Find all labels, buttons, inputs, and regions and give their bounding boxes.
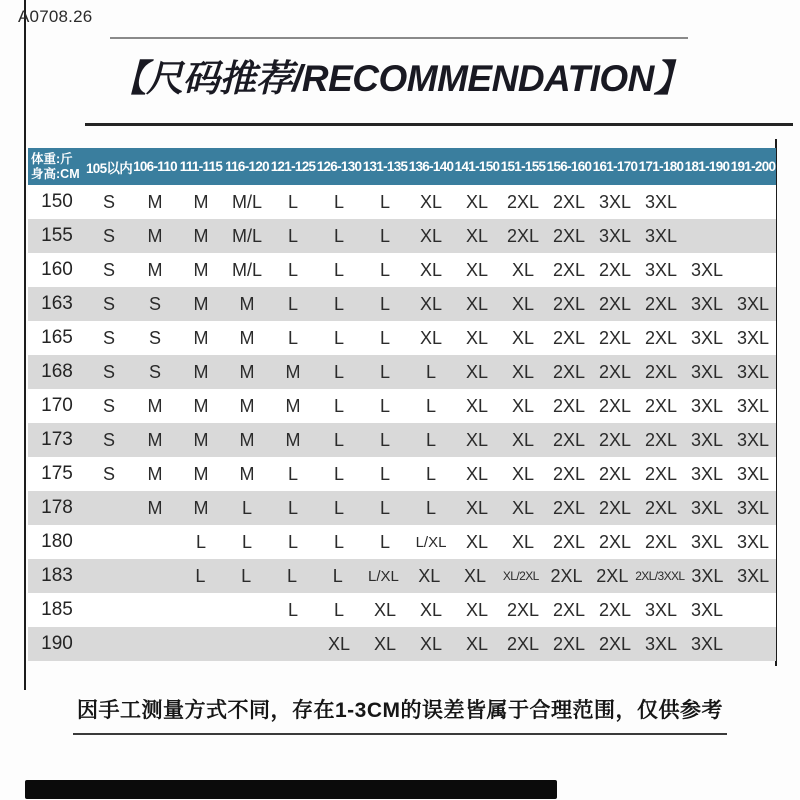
table-row — [28, 389, 776, 423]
size-cell: 2XL — [644, 293, 678, 314]
size-cell: XL — [465, 191, 489, 212]
size-cell: 2XL — [598, 531, 632, 552]
height-cell: 185 — [41, 599, 73, 620]
height-cell: 173 — [41, 429, 73, 450]
size-cell: 2XL — [598, 463, 632, 484]
size-cell: XL — [465, 259, 489, 280]
size-cell: 2XL — [552, 633, 586, 654]
size-cell: XL — [418, 565, 441, 586]
size-cell: 3XL — [644, 633, 678, 654]
size-cell: M — [239, 395, 255, 416]
size-cell: M — [147, 259, 163, 280]
size-cell: 2XL — [552, 395, 586, 416]
size-cell: 2XL/3XXL — [635, 569, 685, 583]
size-cell: L — [333, 497, 344, 518]
size-cell: M/L — [231, 191, 262, 212]
size-cell: 2XL — [598, 633, 632, 654]
size-cell: S — [102, 361, 115, 382]
size-cell: L — [287, 497, 298, 518]
size-cell: 3XL — [736, 395, 770, 416]
size-cell: 2XL — [552, 191, 586, 212]
size-cell: 3XL — [691, 565, 724, 586]
table-row — [28, 321, 776, 355]
size-cell: M/L — [231, 259, 262, 280]
size-cell: 2XL — [552, 497, 586, 518]
size-cell: 3XL — [737, 565, 770, 586]
size-cell: XL — [465, 327, 489, 348]
size-cell: S — [102, 259, 115, 280]
size-cell: L — [379, 361, 390, 382]
size-cell: L — [195, 565, 206, 586]
size-cell: L — [333, 259, 344, 280]
size-cell: M — [239, 293, 255, 314]
size-cell: 2XL — [598, 361, 632, 382]
size-cell: S — [148, 293, 161, 314]
size-cell: L — [379, 531, 390, 552]
size-cell: XL — [464, 565, 487, 586]
size-cell: L/XL — [415, 533, 447, 551]
size-cell: M — [193, 395, 209, 416]
size-cell: M — [193, 361, 209, 382]
size-cell: M/L — [231, 225, 262, 246]
size-cell: 2XL — [598, 497, 632, 518]
size-cell: 2XL — [644, 361, 678, 382]
size-cell: 2XL — [644, 463, 678, 484]
weight-column-header-10: 156-160 — [546, 159, 592, 174]
size-cell: M — [285, 395, 301, 416]
weight-column-header-14: 191-200 — [730, 159, 776, 174]
size-cell: L — [379, 191, 390, 212]
size-cell: L — [425, 463, 436, 484]
corner-header: 体重:斤 身高:CM — [31, 151, 80, 181]
size-cell: M — [193, 429, 209, 450]
size-cell: L — [379, 429, 390, 450]
size-cell: XL — [465, 429, 489, 450]
size-cell: L — [379, 225, 390, 246]
size-cell: 3XL — [598, 191, 632, 212]
size-cell: 2XL — [506, 191, 540, 212]
size-cell: XL — [419, 633, 443, 654]
table-row — [28, 457, 776, 491]
height-cell: 155 — [41, 225, 73, 246]
size-cell: 2XL — [552, 531, 586, 552]
size-cell: 2XL — [598, 599, 632, 620]
size-cell: L — [333, 531, 344, 552]
size-cell: S — [148, 327, 161, 348]
size-cell: L — [333, 225, 344, 246]
top-rule-line — [110, 37, 688, 39]
size-cell: L — [287, 327, 298, 348]
size-cell: 3XL — [690, 599, 724, 620]
height-cell: 163 — [41, 293, 73, 314]
size-cell: M — [193, 463, 209, 484]
size-cell: XL — [511, 463, 535, 484]
size-cell: 3XL — [690, 259, 724, 280]
weight-column-header-7: 136-140 — [408, 159, 454, 174]
size-cell: 3XL — [736, 531, 770, 552]
size-cell: XL — [511, 327, 535, 348]
size-cell: 3XL — [736, 293, 770, 314]
size-cell: 3XL — [598, 225, 632, 246]
size-cell: L — [425, 395, 436, 416]
size-cell: L — [333, 429, 344, 450]
size-cell: 3XL — [690, 497, 724, 518]
size-cell: L — [333, 395, 344, 416]
size-cell: 3XL — [736, 327, 770, 348]
size-cell: S — [102, 395, 115, 416]
size-cell: XL — [419, 225, 443, 246]
size-cell: S — [102, 225, 115, 246]
size-cell: 2XL — [550, 565, 583, 586]
weight-column-header-2: 111-115 — [179, 159, 223, 174]
size-cell: 2XL — [644, 327, 678, 348]
size-cell: L — [241, 531, 252, 552]
height-cell: 180 — [41, 531, 73, 552]
size-cell: 2XL — [598, 429, 632, 450]
height-cell: 175 — [41, 463, 73, 484]
size-cell: 2XL — [552, 599, 586, 620]
size-cell: XL — [327, 633, 351, 654]
size-cell: L — [195, 531, 206, 552]
size-cell: XL — [465, 361, 489, 382]
size-cell: XL — [511, 259, 535, 280]
size-cell: XL — [511, 395, 535, 416]
height-cell: 183 — [41, 565, 73, 586]
size-cell: 2XL — [506, 225, 540, 246]
size-cell: M — [147, 225, 163, 246]
size-cell: M — [239, 463, 255, 484]
size-cell: L — [333, 361, 344, 382]
size-cell: M — [285, 361, 301, 382]
size-cell: 3XL — [736, 463, 770, 484]
size-cell: 2XL — [506, 599, 540, 620]
height-cell: 170 — [41, 395, 73, 416]
height-cell: 178 — [41, 497, 73, 518]
size-cell: 3XL — [690, 293, 724, 314]
size-cell: 3XL — [690, 395, 724, 416]
weight-column-header-6: 131-135 — [362, 159, 408, 174]
size-cell: L — [332, 565, 343, 586]
table-row — [28, 253, 776, 287]
size-cell: L — [379, 327, 390, 348]
size-cell: S — [102, 429, 115, 450]
size-cell: 2XL — [644, 497, 678, 518]
size-cell: L/XL — [368, 567, 399, 585]
size-cell: 3XL — [690, 429, 724, 450]
size-cell: L — [333, 293, 344, 314]
height-cell: 160 — [41, 259, 73, 280]
size-cell: XL — [419, 259, 443, 280]
size-cell: XL — [419, 293, 443, 314]
size-cell: S — [148, 361, 161, 382]
size-cell: L — [287, 191, 298, 212]
size-cell: S — [102, 293, 115, 314]
size-cell: L — [287, 531, 298, 552]
table-row — [28, 219, 776, 253]
size-cell: XL — [511, 293, 535, 314]
table-row — [28, 491, 776, 525]
height-cell: 150 — [41, 191, 73, 212]
size-cell: L — [379, 497, 390, 518]
table-row — [28, 423, 776, 457]
table-row — [28, 287, 776, 321]
size-cell: M — [147, 429, 163, 450]
size-cell: S — [102, 327, 115, 348]
height-cell: 168 — [41, 361, 73, 382]
size-cell: 3XL — [736, 429, 770, 450]
weight-column-header-9: 151-155 — [500, 159, 546, 174]
size-cell: 3XL — [690, 633, 724, 654]
product-code: A0708.26 — [18, 7, 93, 26]
size-cell: XL — [373, 599, 397, 620]
size-cell: 2XL — [552, 259, 586, 280]
size-cell: L — [287, 463, 298, 484]
size-cell: M — [193, 259, 209, 280]
weight-column-header-3: 116-120 — [225, 159, 269, 174]
page-title: 【尺码推荐/RECOMMENDATION】 — [109, 58, 691, 99]
height-cell: 190 — [41, 633, 73, 654]
size-cell: 3XL — [690, 463, 724, 484]
size-cell: 2XL — [598, 293, 632, 314]
table-row — [28, 593, 776, 627]
size-cell: L — [287, 293, 298, 314]
weight-column-header-8: 141-150 — [454, 159, 500, 174]
weight-column-header-11: 161-170 — [592, 159, 638, 174]
size-cell: XL — [419, 327, 443, 348]
size-cell: M — [193, 191, 209, 212]
size-cell: XL — [511, 361, 535, 382]
table-row — [28, 559, 776, 593]
size-cell: XL — [511, 497, 535, 518]
size-cell: L — [241, 565, 252, 586]
size-cell: XL/2XL — [502, 569, 539, 583]
size-cell: L — [379, 395, 390, 416]
size-cell: 2XL — [552, 429, 586, 450]
weight-column-header-5: 126-130 — [316, 159, 362, 174]
size-cell: XL — [419, 599, 443, 620]
size-cell: S — [102, 191, 115, 212]
table-row — [28, 355, 776, 389]
size-table — [28, 148, 776, 661]
size-cell: 3XL — [736, 361, 770, 382]
size-cell: 2XL — [552, 327, 586, 348]
size-cell: L — [287, 225, 298, 246]
size-cell: M — [193, 225, 209, 246]
size-cell: 2XL — [644, 395, 678, 416]
size-cell: 2XL — [596, 565, 629, 586]
size-cell: 2XL — [552, 225, 586, 246]
size-cell: L — [287, 259, 298, 280]
size-cell: 3XL — [644, 191, 678, 212]
size-cell: 3XL — [736, 497, 770, 518]
weight-column-header-1: 106-110 — [133, 159, 177, 174]
size-cell: M — [147, 191, 163, 212]
size-cell: 2XL — [552, 463, 586, 484]
size-cell: S — [102, 463, 115, 484]
size-cell: L — [333, 599, 344, 620]
size-cell: 2XL — [598, 259, 632, 280]
size-cell: M — [147, 497, 163, 518]
weight-column-header-12: 171-180 — [638, 159, 684, 174]
table-header-row — [28, 148, 776, 185]
size-cell: 2XL — [598, 395, 632, 416]
size-cell: L — [333, 191, 344, 212]
size-cell: 3XL — [690, 361, 724, 382]
size-cell: XL — [465, 531, 489, 552]
size-cell: 2XL — [506, 633, 540, 654]
footnote-row — [25, 694, 775, 735]
size-cell: 3XL — [644, 259, 678, 280]
size-cell: M — [239, 361, 255, 382]
size-cell: XL — [465, 599, 489, 620]
table-row — [28, 627, 776, 661]
size-cell: XL — [465, 225, 489, 246]
size-cell: L — [286, 565, 297, 586]
size-cell: 3XL — [690, 327, 724, 348]
footnote: 因手工测量方式不同，存在1-3CM的误差皆属于合理范围，仅供参考 — [73, 694, 727, 735]
size-cell: XL — [465, 633, 489, 654]
size-cell: 2XL — [644, 429, 678, 450]
size-cell: 2XL — [552, 361, 586, 382]
size-cell: 3XL — [690, 531, 724, 552]
size-cell: M — [147, 395, 163, 416]
size-cell: L — [333, 463, 344, 484]
size-cell: L — [379, 293, 390, 314]
size-cell: L — [425, 361, 436, 382]
size-cell: 2XL — [552, 293, 586, 314]
title-rule-line — [85, 123, 793, 126]
size-cell: XL — [465, 293, 489, 314]
size-cell: XL — [373, 633, 397, 654]
size-cell: M — [193, 293, 209, 314]
height-cell: 165 — [41, 327, 73, 348]
size-cell: L — [287, 599, 298, 620]
size-cell: L — [379, 259, 390, 280]
size-cell: XL — [465, 463, 489, 484]
size-cell: XL — [465, 497, 489, 518]
size-cell: M — [239, 327, 255, 348]
weight-column-header-13: 181-190 — [684, 159, 730, 174]
table-row — [28, 525, 776, 559]
size-cell: M — [147, 463, 163, 484]
size-cell: 2XL — [598, 327, 632, 348]
size-cell: XL — [511, 429, 535, 450]
size-cell: 3XL — [644, 225, 678, 246]
size-cell: M — [193, 327, 209, 348]
size-cell: M — [193, 497, 209, 518]
size-cell: M — [285, 429, 301, 450]
bottom-bar — [25, 780, 557, 799]
size-cell: L — [333, 327, 344, 348]
size-cell: XL — [465, 395, 489, 416]
size-cell: L — [425, 429, 436, 450]
size-cell: XL — [419, 191, 443, 212]
size-cell: 3XL — [644, 599, 678, 620]
size-cell: L — [425, 497, 436, 518]
table-row — [28, 185, 776, 219]
weight-column-header-4: 121-125 — [270, 159, 316, 174]
size-cell: L — [241, 497, 252, 518]
weight-column-header-0: 105以内 — [86, 160, 133, 176]
size-cell: L — [379, 463, 390, 484]
size-cell: XL — [511, 531, 535, 552]
size-cell: 2XL — [644, 531, 678, 552]
left-border-line — [24, 0, 26, 690]
size-cell: M — [239, 429, 255, 450]
